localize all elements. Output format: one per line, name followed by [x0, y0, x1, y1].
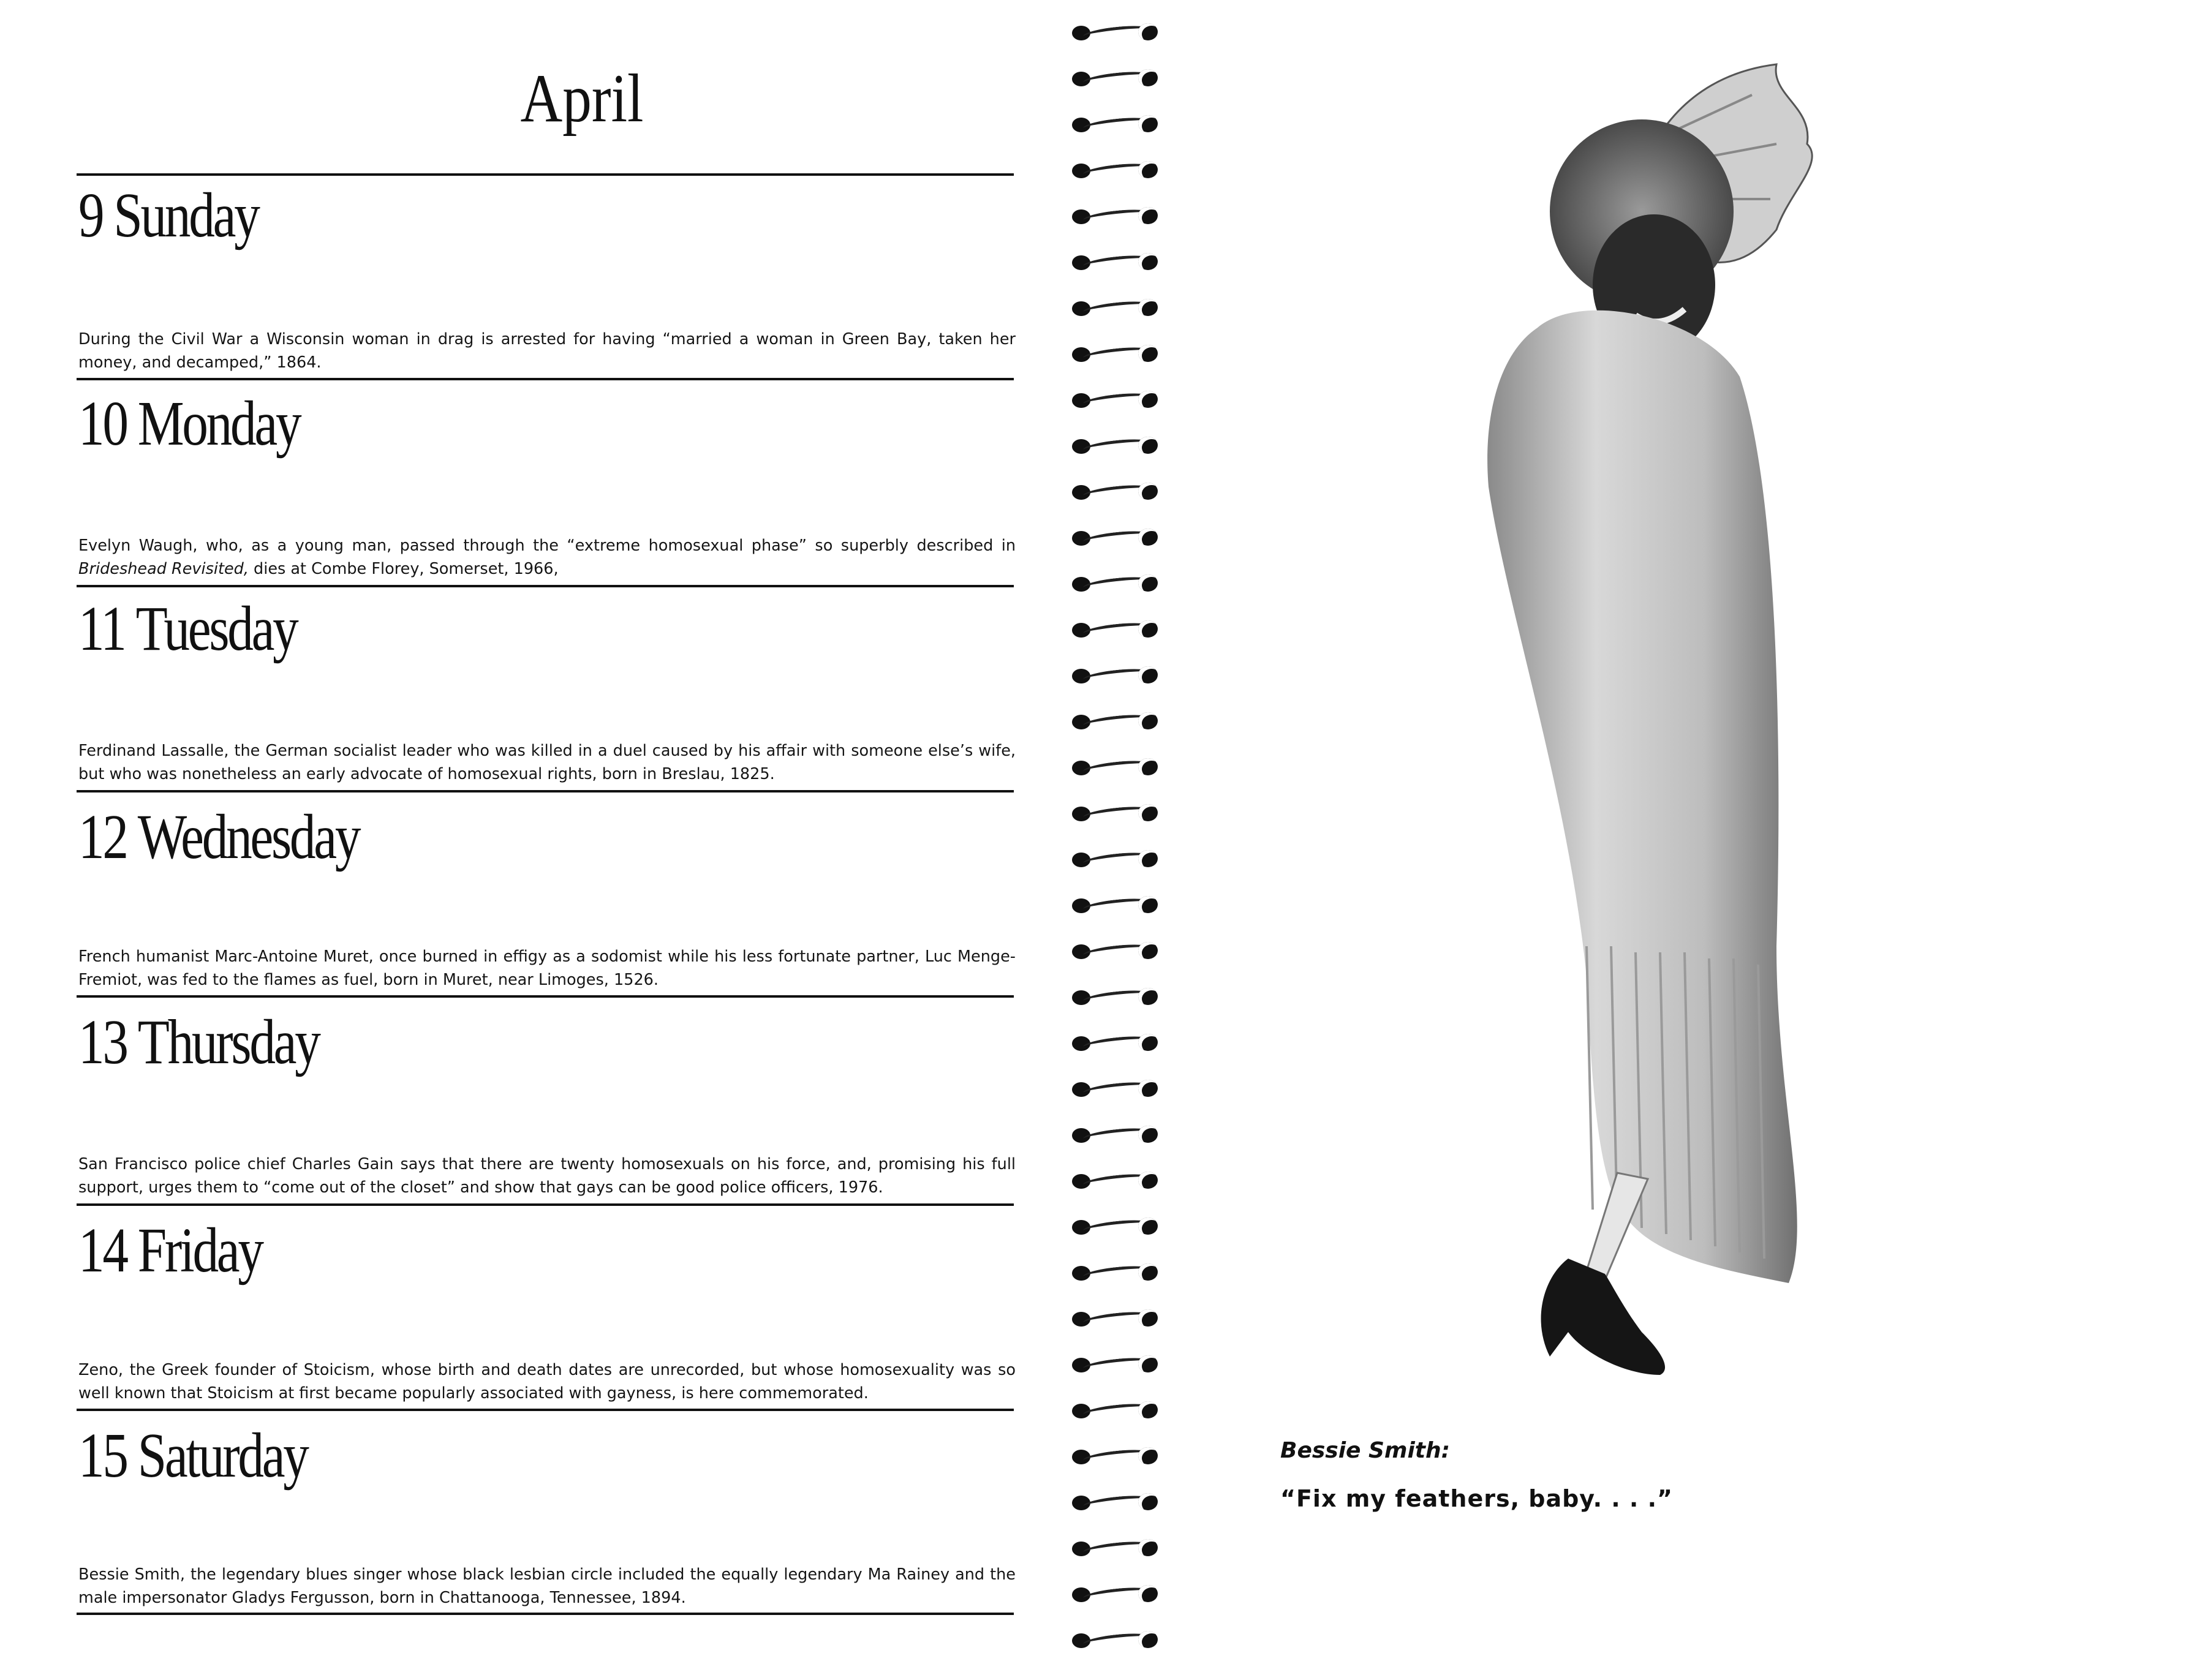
day-number: 10 — [78, 388, 127, 459]
day-weekday: Wednesday — [137, 802, 360, 872]
divider — [77, 790, 1014, 792]
day-weekday: Thursday — [137, 1007, 319, 1077]
divider — [77, 378, 1014, 380]
spiral-coil — [1066, 1075, 1164, 1103]
divider — [77, 1203, 1014, 1206]
day-number: 14 — [78, 1215, 127, 1286]
spiral-coil — [1066, 845, 1164, 873]
spiral-coil — [1066, 64, 1164, 92]
day-weekday: Saturday — [137, 1420, 308, 1491]
spiral-coil — [1066, 1442, 1164, 1470]
caption-quote: “Fix my feathers, baby. . . .” — [1280, 1485, 1673, 1512]
day-heading-friday — [78, 1215, 262, 1286]
day-number: 11 — [78, 593, 125, 664]
day-event-saturday: Bessie Smith, the legendary blues singer whose black lesbian circle included the equally legendary Ma Rainey and the male impersonator Gladys Fergusson, born in Chattanooga, Tennessee, 1894. — [78, 1565, 1016, 1607]
spiral-coil — [1066, 524, 1164, 552]
spiral-coil — [1066, 661, 1164, 690]
day-number: 12 — [78, 802, 127, 872]
month-title: April — [520, 61, 644, 137]
spiral-coil — [1066, 386, 1164, 414]
day-event-monday — [78, 534, 1016, 581]
spiral-coil — [1066, 110, 1164, 138]
spiral-coil — [1066, 1304, 1164, 1333]
spiral-coil — [1066, 983, 1164, 1011]
day-event-thursday: San Francisco police chief Charles Gain says that there are twenty homosexuals on his force, and, promising his full support, urges them to “come out of the closet” and show that gays can be good police officers, 1976. — [78, 1155, 1016, 1197]
caption-name: Bessie Smith: — [1280, 1438, 1451, 1463]
spiral-coil — [1066, 432, 1164, 460]
day-weekday: Tuesday — [135, 593, 297, 664]
spiral-coil — [1066, 294, 1164, 322]
spiral-coil — [1066, 1029, 1164, 1057]
event-text: Evelyn Waugh, who, as a young man, passed through the “extreme homosexual phase” so superbly described in — [78, 536, 1016, 555]
event-text: dies at Combe Florey, Somerset, 1966, — [248, 560, 559, 578]
day-weekday: Sunday — [113, 180, 259, 250]
spiral-coil — [1066, 891, 1164, 919]
spiral-coil — [1066, 1213, 1164, 1241]
day-heading-monday — [78, 388, 300, 459]
spiral-coil — [1066, 248, 1164, 276]
spiral-coil — [1066, 1626, 1164, 1654]
spiral-coil — [1066, 1396, 1164, 1425]
spiral-coil — [1066, 1488, 1164, 1516]
spiral-coil — [1066, 616, 1164, 644]
spiral-coil — [1066, 707, 1164, 736]
divider — [77, 585, 1014, 587]
spiral-coil — [1066, 478, 1164, 506]
spiral-coil — [1066, 799, 1164, 827]
bessie-smith-photo — [1384, 58, 1862, 1442]
day-heading-wednesday — [78, 802, 360, 872]
divider — [77, 1613, 1014, 1615]
spiral-coil — [1066, 202, 1164, 230]
spiral-coil — [1066, 1259, 1164, 1287]
spiral-coil — [1066, 340, 1164, 368]
spiral-coil — [1066, 1534, 1164, 1562]
divider — [77, 1409, 1014, 1411]
day-weekday: Monday — [137, 388, 300, 459]
spiral-coil — [1066, 1580, 1164, 1608]
spiral-coil — [1066, 1350, 1164, 1379]
divider — [77, 995, 1014, 998]
spiral-coil — [1066, 1121, 1164, 1149]
day-event-friday: Zeno, the Greek founder of Stoicism, whose birth and death dates are unrecorded, but whose homosexuality was so well known that Stoicism at first became popularly associated with gayness, is here commemorated. — [78, 1361, 1016, 1402]
divider — [77, 173, 1014, 176]
spiral-coil — [1066, 753, 1164, 781]
day-event-sunday: During the Civil War a Wisconsin woman in drag is arrested for having “married a woman in Green Bay, taken her money, and decamped,” 1864. — [78, 330, 1016, 372]
day-number: 9 — [78, 180, 103, 250]
day-heading-sunday — [78, 180, 259, 250]
spiral-binding — [1066, 18, 1164, 1660]
day-event-wednesday: French humanist Marc-Antoine Muret, once burned in effigy as a sodomist while his less fortunate partner, Luc Menge-Fremiot, was fed to the flames as fuel, born in Muret, near Limoges, 1526. — [78, 947, 1016, 989]
spiral-coil — [1066, 18, 1164, 47]
day-heading-tuesday — [78, 593, 297, 664]
calendar-page — [0, 0, 1041, 1664]
spiral-coil — [1066, 156, 1164, 184]
day-heading-thursday — [78, 1007, 319, 1077]
spiral-coil — [1066, 1167, 1164, 1195]
day-weekday: Friday — [137, 1215, 262, 1286]
day-heading-saturday — [78, 1420, 308, 1491]
spiral-coil — [1066, 937, 1164, 965]
book-title: Brideshead Revisited, — [78, 560, 249, 578]
day-number: 15 — [78, 1420, 127, 1491]
spiral-coil — [1066, 570, 1164, 598]
day-event-tuesday: Ferdinand Lassalle, the German socialist leader who was killed in a duel caused by his affair with someone else’s wife, but who was nonetheless an early advocate of homosexual rights, born in Breslau, 1825. — [78, 742, 1016, 783]
day-number: 13 — [78, 1007, 127, 1077]
